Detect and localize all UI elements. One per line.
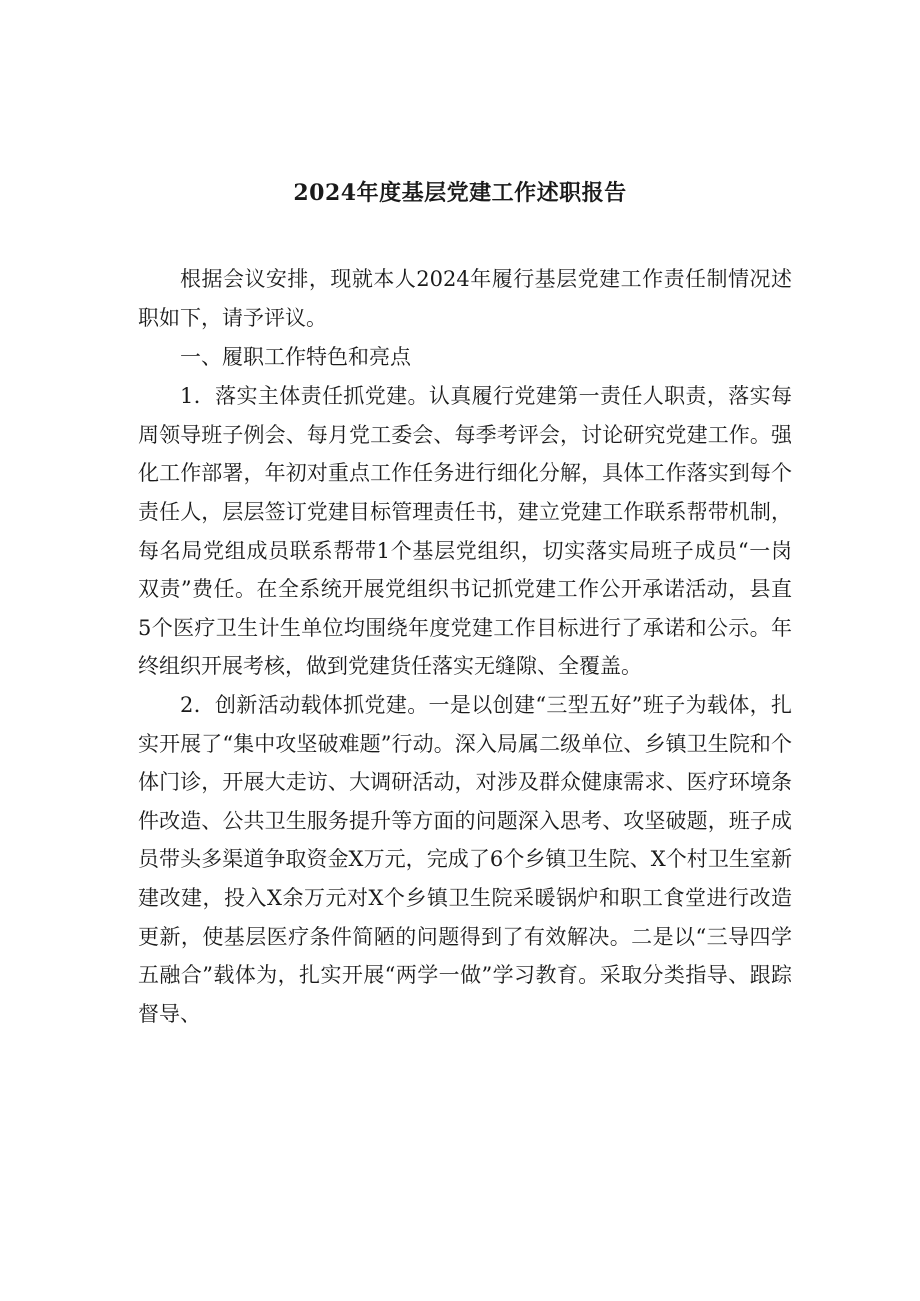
section-heading: 一、履职工作特色和亮点	[180, 345, 411, 370]
paragraph-item-1: 1．落实主体责任抓党建。认真履行党建第一责任人职责，落实每周领导班子例会、每月党工委会、每季考评会，讨论研究党建工作。强化工作部署，年初对重点工作任务进行细化分解，具体工作落实到每个责任人，层层签订党建目标管理责任书，建立党建工作联系帮带机制，每名局党组成员联系帮带1个基层党组织，切实落实局班子成员“一岗双责”费任。在全系统开展党组织书记抓党建工作公开承诺活动，县直5个医疗卫生计生单位均围绕年度党建工作目标进行了承诺和公示。年终组织开展考核，做到党建货任落实无缝隙、全覆盖。	[138, 384, 792, 679]
document-title: 2024年度基层党建工作述职报告	[293, 180, 627, 206]
document-body	[138, 260, 792, 1033]
intro-paragraph: 根据会议安排，现就本人2024年履行基层党建工作责任制情况述职如下，请予评议。	[138, 267, 792, 330]
paragraph-item-2: 2．创新活动载体抓党建。一是以创建“三型五好”班子为载体，扎实开展了“集中攻坚破难题”行动。深入局属二级单位、乡镇卫生院和个体门诊，开展大走访、大调研活动，对涉及群众健康需求、医疗环境条件改造、公共卫生服务提升等方面的问题深入思考、攻坚破题，班子成员带头多渠道争取资金X万元，完成了6个乡镇卫生院、X个村卫生室新建改建，投入X余万元对X个乡镇卫生院采暖锅炉和职工食堂进行改造更新，使基层医疗条件简陋的问题得到了有效解决。二是以“三导四学五融合”载体为，扎实开展“两学一做”学习教育。采取分类指导、跟踪督导、	[138, 692, 792, 1026]
